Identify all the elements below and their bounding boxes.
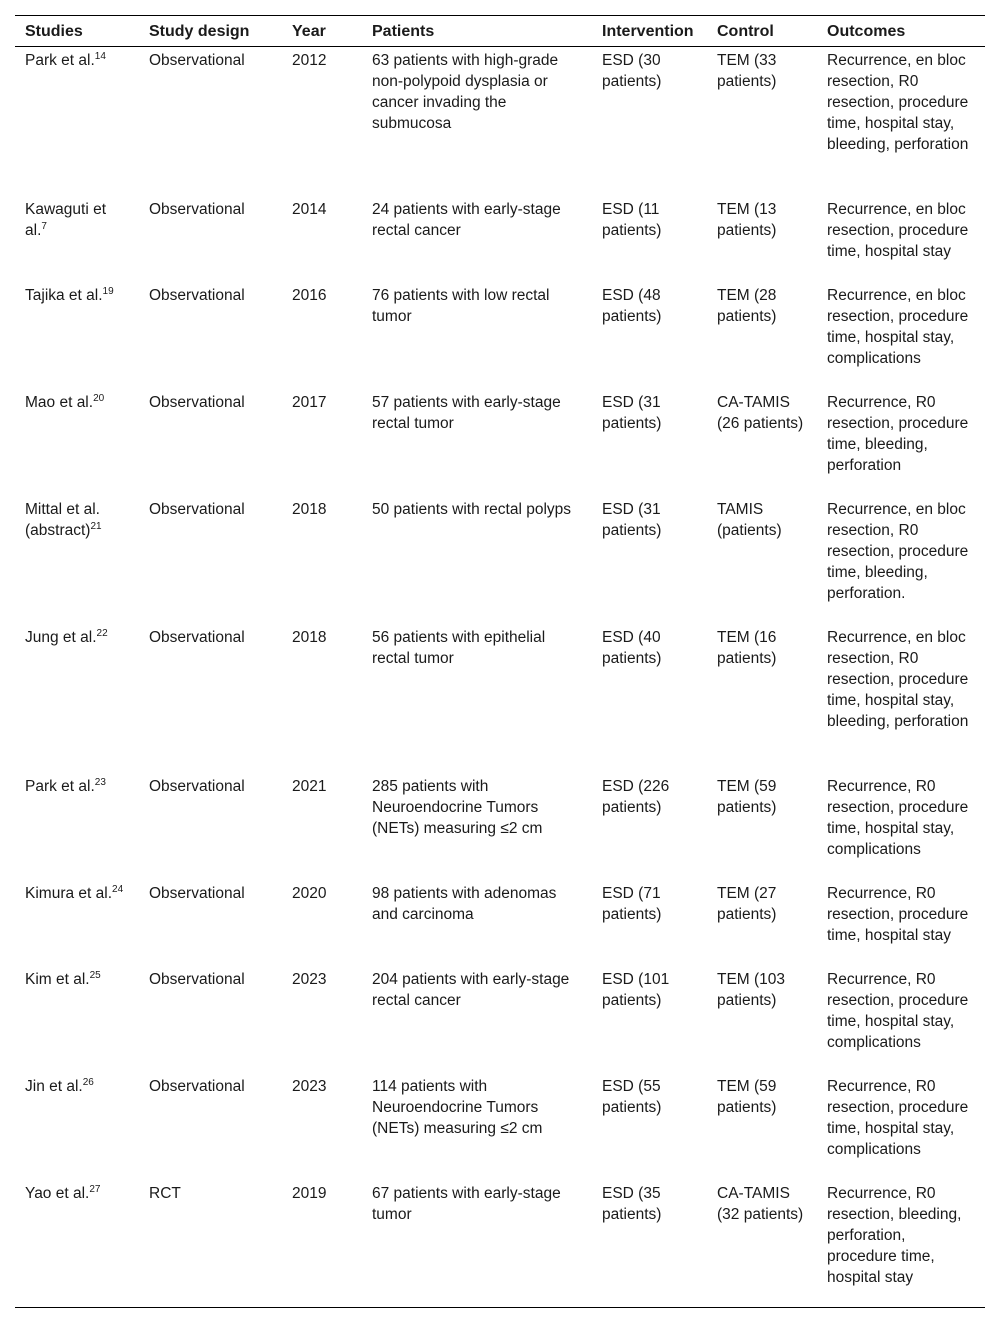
cell-control: TEM (16 patients): [717, 628, 777, 667]
study-name: Yao et al.: [25, 1184, 90, 1202]
table-row: [15, 389, 985, 496]
studies-table: [15, 15, 985, 1308]
study-name: Mao et al.: [25, 393, 94, 411]
cell-patients: 285 patients with Neuroendocrine Tumors (NETs) measuring ≤2 cm: [372, 777, 543, 837]
cell-outcomes: Recurrence, en bloc resection, procedure time, hospital stay, complications: [827, 286, 969, 367]
cell-study: [15, 389, 139, 496]
cell-study: [15, 196, 139, 282]
cell-year: 2017: [292, 393, 327, 411]
cell-study-design: Observational: [149, 628, 245, 646]
cell-study: [15, 1073, 139, 1180]
cell-year: 2014: [292, 200, 327, 218]
study-reference: 26: [82, 1076, 94, 1088]
cell-year: 2019: [282, 1180, 362, 1308]
cell-study-design: Observational: [149, 777, 245, 795]
study-reference: 24: [112, 883, 124, 895]
cell-control: TEM (27 patients): [717, 884, 777, 923]
cell-control: CA-TAMIS (26 patients): [717, 393, 804, 432]
study-name: Mittal et al. (abstract): [25, 500, 100, 539]
cell-control: TEM (103 patients): [717, 970, 786, 1009]
cell-study-design: Observational: [149, 970, 245, 988]
cell-study: [15, 282, 139, 389]
cell-study-design: Observational: [149, 393, 245, 411]
cell-year: 2018: [292, 628, 327, 646]
header-study-design: Study design: [139, 16, 282, 47]
cell-study-design: Observational: [149, 200, 245, 218]
cell-intervention: ESD (71 patients): [602, 884, 662, 923]
cell-study-design: Observational: [149, 286, 245, 304]
cell-study: [15, 624, 139, 773]
study-reference: 25: [89, 969, 101, 981]
cell-year: 2021: [292, 777, 327, 795]
cell-study: [15, 1180, 139, 1308]
cell-study: [15, 880, 139, 966]
cell-intervention: ESD (30 patients): [602, 52, 662, 90]
cell-intervention: ESD (31 patients): [602, 393, 662, 432]
cell-outcomes: Recurrence, R0 resection, procedure time, hospital stay, complications: [827, 777, 969, 858]
cell-year: 2023: [292, 1077, 327, 1095]
cell-outcomes: Recurrence, en bloc resection, procedure time, hospital stay: [827, 200, 969, 260]
cell-patients: 56 patients with epithelial rectal tumor: [372, 628, 546, 667]
study-reference: 14: [94, 50, 106, 62]
cell-intervention: ESD (35 patients): [592, 1180, 707, 1308]
cell-year: 2020: [292, 884, 327, 902]
cell-patients: 114 patients with Neuroendocrine Tumors (NETs) measuring ≤2 cm: [372, 1077, 543, 1137]
study-name: Park et al.: [25, 52, 95, 69]
study-name: Kim et al.: [25, 970, 90, 988]
study-reference: 7: [41, 220, 47, 232]
cell-study-design: Observational: [149, 884, 245, 902]
cell-control: CA-TAMIS (32 patients): [707, 1180, 817, 1308]
cell-intervention: ESD (40 patients): [602, 628, 662, 667]
cell-outcomes: Recurrence, R0 resection, procedure time, hospital stay: [827, 884, 969, 944]
cell-study: [15, 496, 139, 624]
cell-patients: 98 patients with adenomas and carcinoma: [372, 884, 557, 923]
cell-patients: 67 patients with early-stage tumor: [362, 1180, 592, 1308]
cell-study: [15, 47, 139, 196]
cell-outcomes: Recurrence, R0 resection, procedure time, hospital stay, complications: [827, 1077, 969, 1158]
cell-intervention: ESD (31 patients): [602, 500, 662, 539]
table-row: [15, 496, 985, 624]
cell-patients: 63 patients with high-grade non-polypoid dysplasia or cancer invading the submucosa: [372, 52, 559, 132]
header-control: Control: [707, 16, 817, 47]
cell-year: 2016: [292, 286, 327, 304]
table-row: [15, 47, 985, 196]
cell-outcomes: Recurrence, en bloc resection, R0 resection, procedure time, hospital stay, bleeding, perforation: [827, 628, 969, 730]
study-name: Park et al.: [25, 777, 95, 795]
study-reference: 20: [93, 392, 105, 404]
cell-control: TEM (13 patients): [717, 200, 777, 239]
cell-outcomes: Recurrence, R0 resection, bleeding, perforation, procedure time, hospital stay: [817, 1180, 985, 1308]
cell-year: 2018: [292, 500, 327, 518]
study-name: Jin et al.: [25, 1077, 83, 1095]
table-row: [15, 880, 985, 966]
cell-outcomes: Recurrence, en bloc resection, R0 resection, procedure time, bleeding, perforation.: [827, 500, 969, 602]
cell-intervention: ESD (226 patients): [602, 777, 670, 816]
cell-control: TEM (59 patients): [717, 777, 777, 816]
table-row: [15, 624, 985, 773]
table-row: [15, 966, 985, 1073]
study-name: Kawaguti et al.: [25, 200, 106, 239]
header-intervention: Intervention: [592, 16, 707, 47]
cell-study: [15, 966, 139, 1073]
study-reference: 27: [89, 1183, 101, 1195]
header-year: Year: [282, 16, 362, 47]
cell-intervention: ESD (11 patients): [602, 200, 662, 239]
cell-study-design: Observational: [149, 52, 245, 69]
table-row: [15, 773, 985, 880]
cell-control: TEM (59 patients): [717, 1077, 777, 1116]
table-row: [15, 1073, 985, 1180]
table-row: [15, 196, 985, 282]
cell-intervention: ESD (55 patients): [602, 1077, 662, 1116]
header-patients: Patients: [362, 16, 592, 47]
cell-study-design: Observational: [149, 1077, 245, 1095]
table-row: [15, 282, 985, 389]
table-row: [15, 1180, 985, 1308]
cell-outcomes: Recurrence, R0 resection, procedure time, hospital stay, complications: [827, 970, 969, 1051]
study-name: Jung et al.: [25, 628, 97, 646]
cell-study-design: Observational: [149, 500, 245, 518]
header-studies: Studies: [15, 16, 139, 47]
cell-patients: 57 patients with early-stage rectal tumor: [372, 393, 561, 432]
cell-control: TEM (28 patients): [717, 286, 777, 325]
study-name: Tajika et al.: [25, 286, 103, 304]
cell-intervention: ESD (48 patients): [602, 286, 662, 325]
cell-patients: 50 patients with rectal polyps: [372, 500, 572, 518]
header-outcomes: Outcomes: [817, 16, 985, 47]
studies-table-container: [15, 15, 985, 1308]
cell-year: 2012: [292, 52, 327, 69]
cell-year: 2023: [292, 970, 327, 988]
study-reference: 19: [102, 285, 114, 297]
study-reference: 22: [96, 627, 108, 639]
cell-control: TAMIS (patients): [717, 500, 782, 539]
cell-study: [15, 773, 139, 880]
cell-patients: 204 patients with early-stage rectal cancer: [372, 970, 570, 1009]
cell-outcomes: Recurrence, en bloc resection, R0 resection, procedure time, hospital stay, bleeding, perforation: [827, 52, 969, 153]
cell-study-design: RCT: [139, 1180, 282, 1308]
cell-patients: 24 patients with early-stage rectal cancer: [372, 200, 561, 239]
cell-control: TEM (33 patients): [717, 52, 777, 90]
study-reference: 23: [94, 776, 106, 788]
cell-intervention: ESD (101 patients): [602, 970, 670, 1009]
cell-patients: 76 patients with low rectal tumor: [372, 286, 550, 325]
table-header-row: [15, 16, 985, 47]
cell-outcomes: Recurrence, R0 resection, procedure time, bleeding, perforation: [827, 393, 969, 474]
study-reference: 21: [90, 520, 102, 532]
study-name: Kimura et al.: [25, 884, 113, 902]
